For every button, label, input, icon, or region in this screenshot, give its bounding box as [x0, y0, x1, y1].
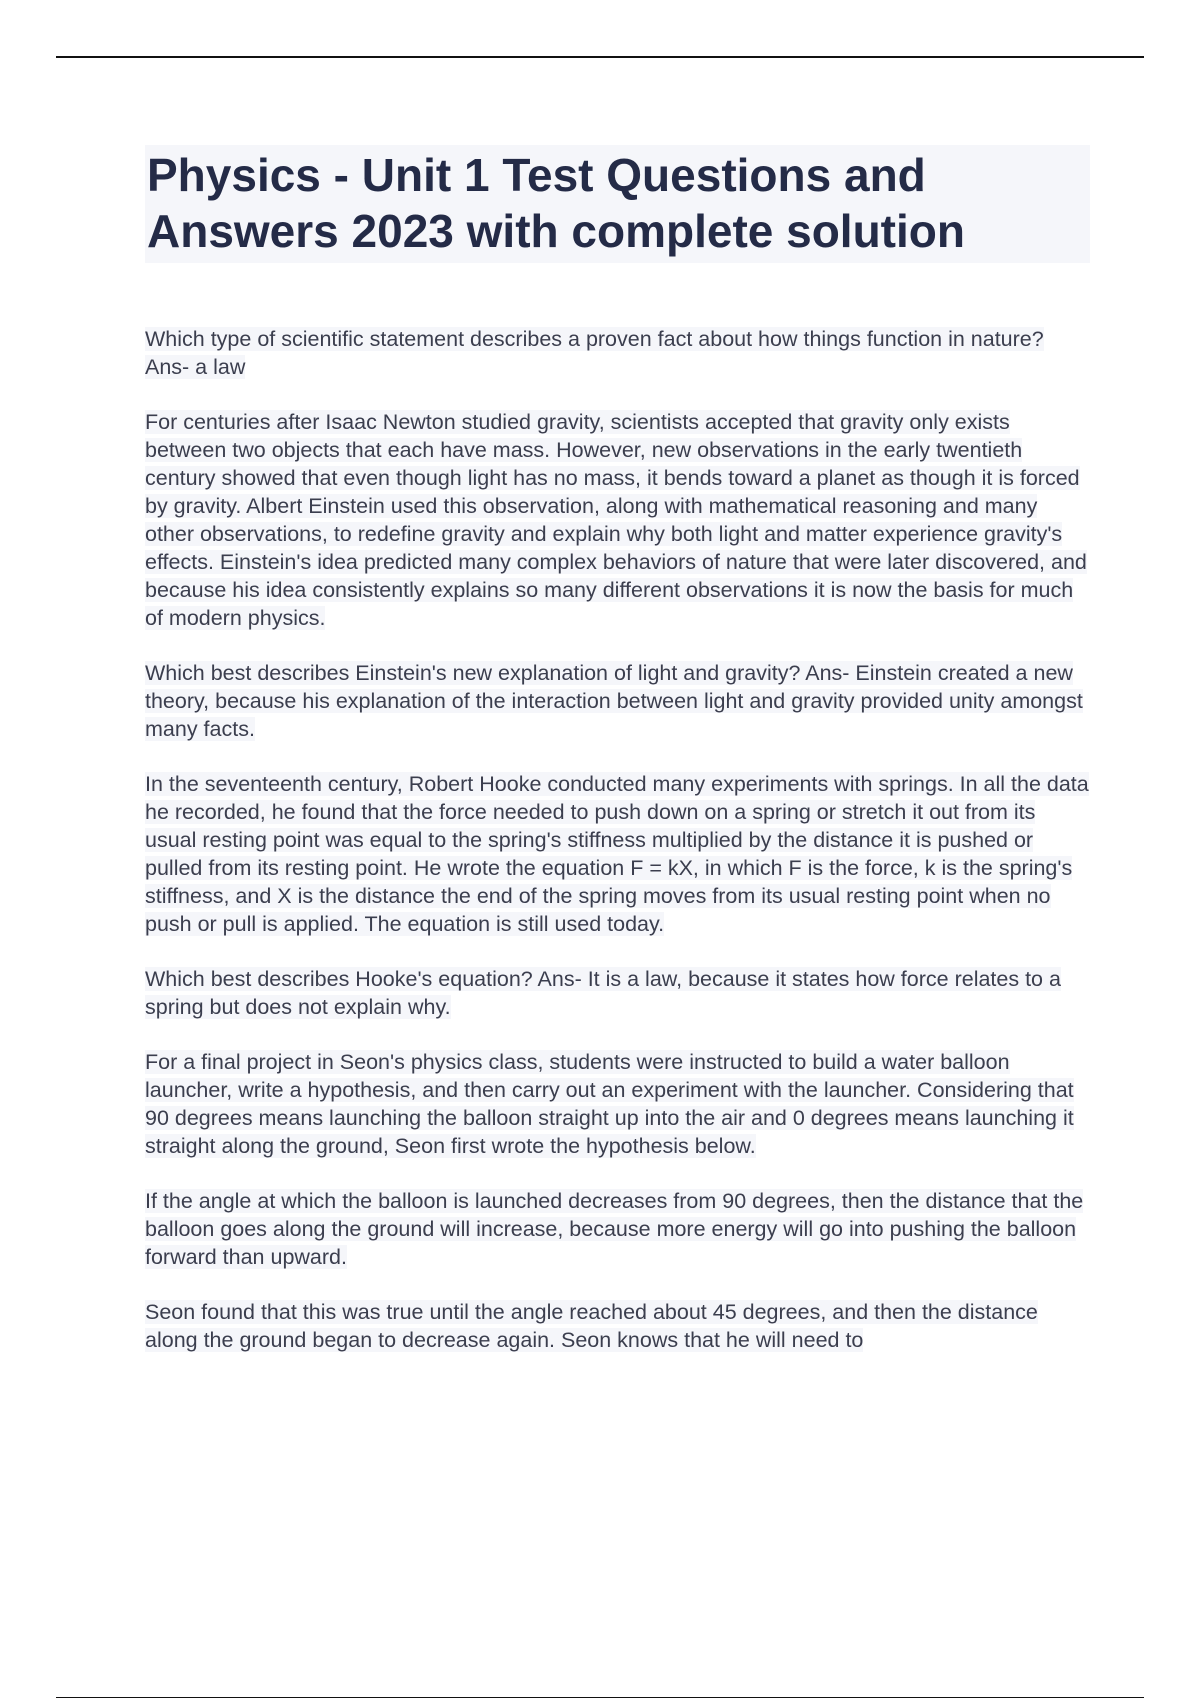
paragraph-text: In the seventeenth century, Robert Hooke conducted many experiments with springs. In all the data he recorded, he found that the force needed to push down on a spring or stretch it out from its usual resting point was equal to the spring's stiffness multiplied by the distance it is pushed or pulled from its resting point. He wrote the equation F = kX, in which F is the force, k is the spring's stiffness, and X is the distance the end of the spring moves from its usual resting point when no push or pull is applied. The equation is still used today.: [145, 772, 1089, 936]
paragraph-text: Which best describes Einstein's new explanation of light and gravity? Ans- Einstein created a new theory, because his explanation of the interaction between light and gravity provided unity amongst many facts.: [145, 661, 1083, 741]
paragraph-text: Seon found that this was true until the angle reached about 45 degrees, and then the distance along the ground began to decrease again. Seon knows that he will need to: [145, 1300, 1038, 1352]
document-body: [145, 145, 1090, 1381]
paragraph-einstein-context: [145, 408, 1090, 632]
bottom-rule: [56, 1697, 1144, 1698]
document-title: Physics - Unit 1 Test Questions and Answers 2023 with complete solution: [147, 149, 965, 257]
paragraph-hooke-context: [145, 770, 1090, 938]
paragraph-hypothesis: [145, 1187, 1090, 1271]
paragraph-text: Which best describes Hooke's equation? Ans- It is a law, because it states how force relates to a spring but does not explain why.: [145, 967, 1061, 1019]
paragraph-text: If the angle at which the balloon is launched decreases from 90 degrees, then the distance that the balloon goes along the ground will increase, because more energy will go into pushing the balloon forward than upward.: [145, 1189, 1084, 1269]
paragraph-question-1: [145, 325, 1090, 381]
top-rule: [56, 56, 1144, 58]
paragraph-question-3: [145, 965, 1090, 1021]
paragraph-seon-result: [145, 1298, 1090, 1354]
paragraph-question-2: [145, 659, 1090, 743]
paragraph-text: For centuries after Isaac Newton studied gravity, scientists accepted that gravity only exists between two objects that each have mass. However, new observations in the early twentieth century showed that even though light has no mass, it bends toward a planet as though it is forced by gravity. Albert Einstein used this observation, along with mathematical reasoning and many other observations, to redefine gravity and explain why both light and matter experience gravity's effects. Einstein's idea predicted many complex behaviors of nature that were later discovered, and because his idea consistently explains so many different observations it is now the basis for much of modern physics.: [145, 410, 1087, 630]
title-block: [145, 145, 1090, 263]
paragraph-text: Which type of scientific statement describes a proven fact about how things function in nature? Ans- a law: [145, 327, 1044, 379]
paragraph-text: For a final project in Seon's physics class, students were instructed to build a water balloon launcher, write a hypothesis, and then carry out an experiment with the launcher. Considering that 90 degrees means launching the balloon straight up into the air and 0 degrees means launching it straight along the ground, Seon first wrote the hypothesis below.: [145, 1050, 1074, 1158]
paragraph-seon-context: [145, 1048, 1090, 1160]
